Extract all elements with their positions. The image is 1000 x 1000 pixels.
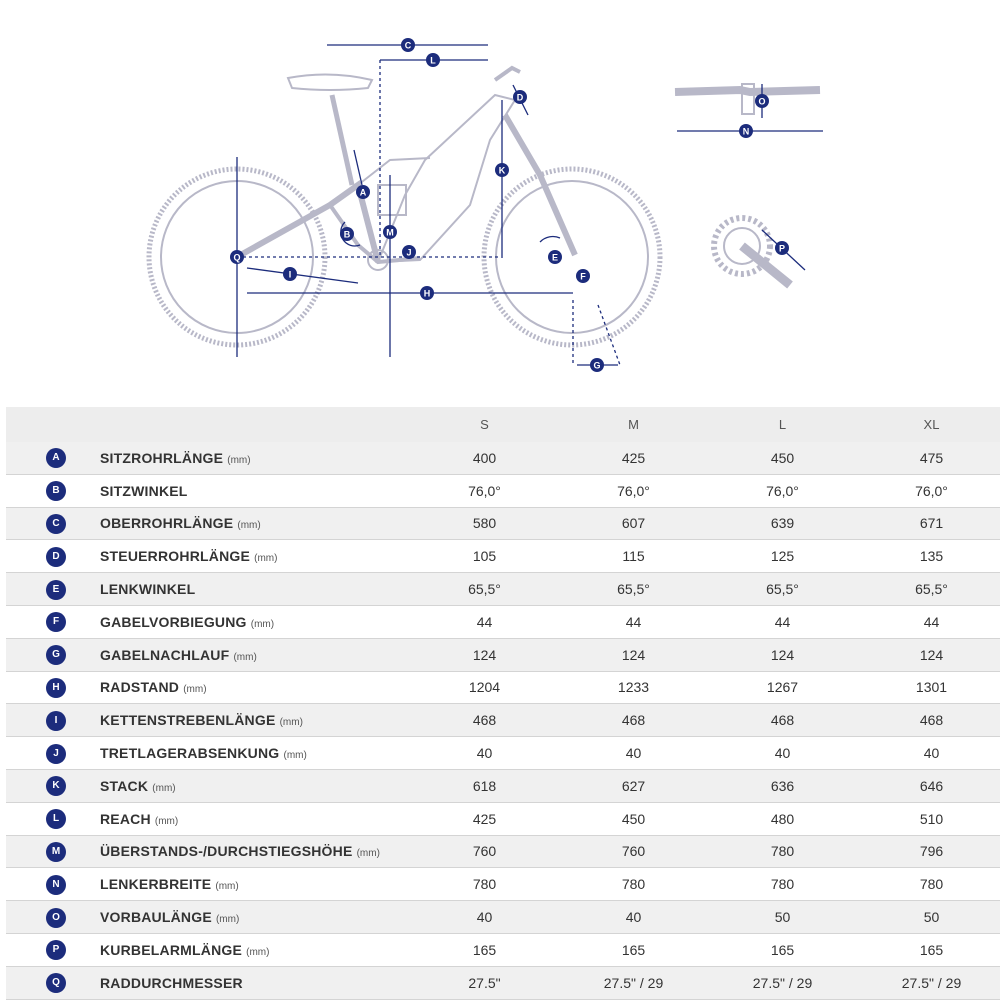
row-name: STACK bbox=[100, 777, 149, 794]
svg-text:O: O bbox=[758, 96, 766, 107]
row-value: 44 bbox=[708, 605, 857, 638]
row-value: 760 bbox=[410, 835, 559, 868]
row-letter-badge: B bbox=[46, 481, 66, 501]
row-badge-cell bbox=[6, 638, 100, 671]
table-row bbox=[6, 901, 1000, 934]
row-value: 44 bbox=[559, 605, 708, 638]
table-row bbox=[6, 540, 1000, 573]
row-value: 50 bbox=[857, 901, 1000, 934]
row-unit: (mm) bbox=[233, 651, 257, 663]
marker-d-icon bbox=[513, 90, 527, 104]
row-label bbox=[100, 966, 410, 999]
row-name: TRETLAGERABSENKUNG bbox=[100, 745, 280, 762]
row-value: 124 bbox=[410, 638, 559, 671]
marker-e-icon bbox=[548, 250, 562, 264]
row-value: 27.5" / 29 bbox=[559, 966, 708, 999]
row-value: 1204 bbox=[410, 671, 559, 704]
marker-j-icon bbox=[402, 245, 416, 259]
row-unit: (mm) bbox=[237, 520, 261, 532]
svg-text:H: H bbox=[423, 288, 431, 299]
row-unit: (mm) bbox=[215, 881, 239, 893]
row-value: 1233 bbox=[559, 671, 708, 704]
row-label bbox=[100, 933, 410, 966]
row-value: 40 bbox=[559, 737, 708, 770]
table-row bbox=[6, 638, 1000, 671]
row-letter-badge: P bbox=[46, 940, 66, 960]
row-label bbox=[100, 605, 410, 638]
row-value: 607 bbox=[559, 507, 708, 540]
row-label bbox=[100, 737, 410, 770]
row-unit: (mm) bbox=[154, 815, 179, 827]
row-badge-cell bbox=[6, 573, 100, 606]
row-name: SITZROHRLÄNGE bbox=[100, 449, 224, 466]
table-row bbox=[6, 573, 1000, 606]
row-letter-badge: N bbox=[46, 875, 66, 895]
row-value: 425 bbox=[410, 802, 559, 835]
row-label bbox=[100, 638, 410, 671]
row-badge-cell bbox=[6, 442, 100, 474]
row-value: 27.5" / 29 bbox=[708, 966, 857, 999]
row-value: 475 bbox=[857, 442, 1000, 474]
marker-q-icon bbox=[230, 250, 244, 264]
row-value: 44 bbox=[410, 605, 559, 638]
row-label bbox=[100, 868, 410, 901]
row-letter-badge: K bbox=[46, 776, 66, 796]
table-row bbox=[6, 737, 1000, 770]
marker-a-icon bbox=[356, 185, 370, 199]
row-unit: (mm) bbox=[254, 553, 278, 565]
row-letter-badge: D bbox=[46, 547, 66, 567]
row-name: STEUERROHRLÄNGE bbox=[100, 548, 251, 565]
svg-text:B: B bbox=[343, 229, 351, 240]
row-name: REACH bbox=[100, 810, 151, 827]
row-value: 780 bbox=[708, 835, 857, 868]
row-value: 40 bbox=[857, 737, 1000, 770]
row-label bbox=[100, 540, 410, 573]
table-row bbox=[6, 704, 1000, 737]
table-row bbox=[6, 507, 1000, 540]
table-row bbox=[6, 769, 1000, 802]
marker-g-icon bbox=[590, 358, 604, 372]
marker-f-icon bbox=[576, 269, 590, 283]
row-name: OBERROHRLÄNGE bbox=[100, 515, 234, 532]
svg-text:D: D bbox=[516, 92, 524, 103]
row-badge-cell bbox=[6, 933, 100, 966]
row-label bbox=[100, 835, 410, 868]
row-value: 400 bbox=[410, 442, 559, 474]
row-name: SITZWINKEL bbox=[100, 482, 188, 499]
svg-text:N: N bbox=[742, 126, 750, 137]
row-value: 796 bbox=[857, 835, 1000, 868]
row-unit: (mm) bbox=[356, 848, 380, 860]
row-value: 115 bbox=[559, 540, 708, 573]
table-row bbox=[6, 442, 1000, 474]
row-letter-badge: C bbox=[46, 514, 66, 534]
row-value: 50 bbox=[708, 901, 857, 934]
svg-text:M: M bbox=[386, 227, 394, 238]
row-value: 1301 bbox=[857, 671, 1000, 704]
table-row bbox=[6, 802, 1000, 835]
row-value: 65,5° bbox=[559, 573, 708, 606]
row-value: 65,5° bbox=[410, 573, 559, 606]
svg-text:G: G bbox=[593, 360, 601, 371]
header-size-l: L bbox=[708, 407, 857, 442]
row-value: 40 bbox=[708, 737, 857, 770]
row-label bbox=[100, 769, 410, 802]
row-letter-badge: A bbox=[46, 448, 66, 468]
row-unit: (mm) bbox=[215, 914, 240, 926]
row-label bbox=[100, 671, 410, 704]
row-letter-badge: E bbox=[46, 580, 66, 600]
row-badge-cell bbox=[6, 540, 100, 573]
row-name: VORBAULÄNGE bbox=[100, 909, 212, 926]
row-value: 450 bbox=[708, 442, 857, 474]
header-size-s: S bbox=[410, 407, 559, 442]
row-value: 468 bbox=[559, 704, 708, 737]
row-name: GABELNACHLAUF bbox=[100, 646, 230, 663]
row-badge-cell bbox=[6, 868, 100, 901]
row-value: 76,0° bbox=[708, 474, 857, 507]
row-letter-badge: G bbox=[46, 645, 66, 665]
row-label bbox=[100, 901, 410, 934]
row-value: 165 bbox=[708, 933, 857, 966]
row-value: 468 bbox=[857, 704, 1000, 737]
svg-text:F: F bbox=[580, 271, 586, 282]
svg-text:E: E bbox=[551, 252, 559, 263]
header-size-xl: XL bbox=[857, 407, 1000, 442]
row-value: 40 bbox=[559, 901, 708, 934]
row-unit: (mm) bbox=[152, 782, 176, 794]
bike-geometry-diagram bbox=[0, 0, 1000, 400]
row-name: ÜBERSTANDS-/DURCHSTIEGSHÖHE bbox=[100, 843, 353, 860]
row-badge-cell bbox=[6, 737, 100, 770]
marker-o-icon bbox=[755, 94, 769, 108]
row-label bbox=[100, 442, 410, 474]
row-value: 124 bbox=[857, 638, 1000, 671]
row-badge-cell bbox=[6, 769, 100, 802]
row-badge-cell bbox=[6, 507, 100, 540]
table-row bbox=[6, 605, 1000, 638]
row-badge-cell bbox=[6, 802, 100, 835]
row-name: LENKERBREITE bbox=[100, 876, 212, 893]
row-name: KETTENSTREBENLÄNGE bbox=[100, 712, 276, 729]
row-letter-badge: J bbox=[46, 744, 66, 764]
row-badge-cell bbox=[6, 704, 100, 737]
svg-text:L: L bbox=[430, 55, 436, 66]
header-blank bbox=[6, 407, 100, 442]
row-value: 627 bbox=[559, 769, 708, 802]
marker-p-icon bbox=[775, 241, 789, 255]
row-value: 27.5" bbox=[410, 966, 559, 999]
row-unit: (mm) bbox=[183, 684, 207, 696]
svg-text:P: P bbox=[778, 243, 786, 254]
svg-text:Q: Q bbox=[233, 252, 241, 263]
row-letter-badge: H bbox=[46, 678, 66, 698]
row-label bbox=[100, 474, 410, 507]
svg-text:K: K bbox=[498, 165, 506, 176]
row-badge-cell bbox=[6, 901, 100, 934]
marker-k-icon bbox=[495, 163, 509, 177]
row-value: 65,5° bbox=[857, 573, 1000, 606]
row-badge-cell bbox=[6, 966, 100, 999]
row-unit: (mm) bbox=[279, 717, 303, 729]
row-value: 450 bbox=[559, 802, 708, 835]
row-badge-cell bbox=[6, 671, 100, 704]
svg-text:J: J bbox=[406, 247, 412, 258]
row-label bbox=[100, 507, 410, 540]
row-value: 105 bbox=[410, 540, 559, 573]
row-value: 165 bbox=[559, 933, 708, 966]
row-value: 124 bbox=[708, 638, 857, 671]
row-letter-badge: F bbox=[46, 612, 66, 632]
marker-n-icon bbox=[739, 124, 753, 138]
row-unit: (mm) bbox=[246, 946, 270, 958]
row-value: 780 bbox=[708, 868, 857, 901]
marker-c-icon bbox=[401, 38, 415, 52]
marker-h-icon bbox=[420, 286, 434, 300]
row-value: 76,0° bbox=[410, 474, 559, 507]
table-row bbox=[6, 966, 1000, 999]
svg-text:I: I bbox=[288, 269, 292, 280]
svg-text:A: A bbox=[359, 187, 367, 198]
row-badge-cell bbox=[6, 474, 100, 507]
row-value: 165 bbox=[857, 933, 1000, 966]
row-name: GABELVORBIEGUNG bbox=[100, 613, 247, 630]
row-letter-badge: Q bbox=[46, 973, 66, 993]
row-letter-badge: O bbox=[46, 908, 66, 928]
geometry-table bbox=[6, 407, 1000, 1000]
row-value: 671 bbox=[857, 507, 1000, 540]
row-value: 480 bbox=[708, 802, 857, 835]
row-name: KURBELARMLÄNGE bbox=[100, 941, 243, 958]
row-value: 760 bbox=[559, 835, 708, 868]
marker-b-icon bbox=[340, 227, 354, 241]
row-value: 124 bbox=[559, 638, 708, 671]
table-row bbox=[6, 474, 1000, 507]
row-value: 125 bbox=[708, 540, 857, 573]
row-value: 135 bbox=[857, 540, 1000, 573]
row-value: 425 bbox=[559, 442, 708, 474]
table-header-row bbox=[6, 407, 1000, 442]
row-unit: (mm) bbox=[227, 454, 251, 466]
row-value: 76,0° bbox=[559, 474, 708, 507]
row-value: 468 bbox=[410, 704, 559, 737]
row-value: 510 bbox=[857, 802, 1000, 835]
row-unit: (mm) bbox=[283, 750, 307, 762]
row-letter-badge: I bbox=[46, 711, 66, 731]
row-label bbox=[100, 704, 410, 737]
row-letter-badge: L bbox=[46, 809, 66, 829]
row-unit: (mm) bbox=[250, 618, 275, 630]
row-value: 780 bbox=[559, 868, 708, 901]
marker-i-icon bbox=[283, 267, 297, 281]
row-name: RADSTAND bbox=[100, 679, 180, 696]
row-value: 40 bbox=[410, 901, 559, 934]
table-row bbox=[6, 933, 1000, 966]
row-value: 639 bbox=[708, 507, 857, 540]
row-value: 1267 bbox=[708, 671, 857, 704]
header-size-m: M bbox=[559, 407, 708, 442]
marker-m-icon bbox=[383, 225, 397, 239]
row-value: 65,5° bbox=[708, 573, 857, 606]
svg-text:C: C bbox=[404, 40, 412, 51]
table-row bbox=[6, 835, 1000, 868]
header-blank bbox=[100, 407, 410, 442]
row-value: 636 bbox=[708, 769, 857, 802]
row-value: 165 bbox=[410, 933, 559, 966]
row-value: 618 bbox=[410, 769, 559, 802]
marker-l-icon bbox=[426, 53, 440, 67]
row-value: 44 bbox=[857, 605, 1000, 638]
table-body bbox=[6, 442, 1000, 999]
row-value: 646 bbox=[857, 769, 1000, 802]
row-value: 76,0° bbox=[857, 474, 1000, 507]
table-row bbox=[6, 868, 1000, 901]
row-label bbox=[100, 802, 410, 835]
row-value: 780 bbox=[410, 868, 559, 901]
row-label bbox=[100, 573, 410, 606]
row-value: 580 bbox=[410, 507, 559, 540]
row-badge-cell bbox=[6, 835, 100, 868]
row-value: 780 bbox=[857, 868, 1000, 901]
row-value: 468 bbox=[708, 704, 857, 737]
row-value: 40 bbox=[410, 737, 559, 770]
row-letter-badge: M bbox=[46, 842, 66, 862]
row-name: RADDURCHMESSER bbox=[100, 974, 243, 991]
row-name: LENKWINKEL bbox=[100, 581, 196, 598]
row-value: 27.5" / 29 bbox=[857, 966, 1000, 999]
row-badge-cell bbox=[6, 605, 100, 638]
table-row bbox=[6, 671, 1000, 704]
